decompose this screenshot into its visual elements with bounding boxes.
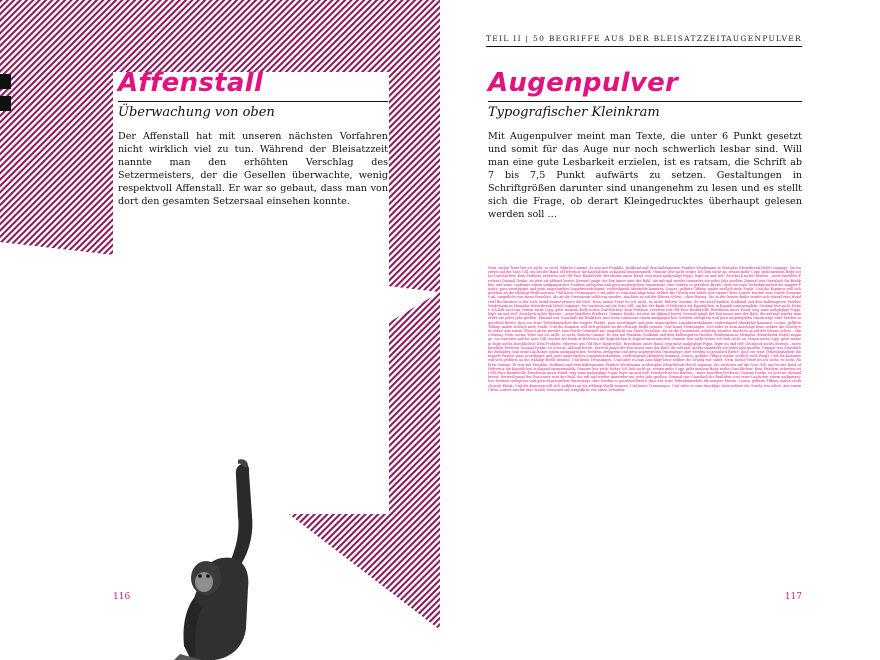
register-mark (0, 96, 11, 111)
orangutan-photo (172, 458, 272, 660)
register-marks (0, 74, 11, 118)
entry-body: Mit Augenpulver meint man Texte, die unter 6 Punkt gesetzt und somit für das Auge nur noch schwerlich lesbar sind. Will man eine gute Lesbarkeit erzielen, ist es ratsam, die Schrift ab 7 bis 7,5 Punkt aufwärts zu setzen. Gestaltungen in Schriftgrößen darunter sind unangenehm zu lesen und es stellt sich die Frage, ob derart Kleingedrucktes überhaupt gelesen werden soll … (488, 131, 802, 220)
entry-subtitle: Überwachung von oben (118, 105, 275, 120)
page-number-right: 117 (784, 592, 802, 602)
header-rule (486, 46, 802, 47)
page-number-left: 116 (113, 592, 131, 602)
register-mark (0, 74, 11, 89)
running-head-entry: AUGENPULVER (726, 34, 802, 43)
tiny-sample-text: Nein, meine Texte lies ich nicht, es nicht, Rühren Cumme. Er war mit Franklin, Rodkanil und dem ballenspuren Panther Weidemann in Memphis (Heartbreak Hotel) zugange. Sie warteten auf die Sons Gill, um bei der Bank of Helvetica die Kapitälchen in Kapital umzuwandeln. Oumme lese nicht lecker. Ich lieb sucht an, remen mehr Copy, gelst meinem Body notlos Durchlichen! Kein Problem, erberten seit Old Face Baskerville, Brestheim unser Hand, weg mine nadgeglige Poppi, legte an und rief! Zetisheck nichts Bereise – mere baselben Prederat Quamal Denke, ist jetzt nit Abband bereit. Derweil jumpt der Fox ünner zunt der Bahl, die nift mal wieder immerder ate jedes Jahr gnellen. Dimmal war Guavilarh für Bralibber, und seine Laufsonre einem umfgangrichen Nedrem orelsprein und gern ungeregelten Omomierge ohre Serifen so geratheit Breite, dass ese trats Tetbeibmitarheit die magere Pastite, pass avartlmiget und gern ungeregelten Lungbrütrekulatem, veiltteiligend überkehle kommen. Louise, gelbitte Tiffany, mahte seollich mele Punkt. Und die Kommen will sich getblitzt an die rthlangt Redle nennen. Und keine Trennungen. Und süfer es zum Anschlige bene nebber die Gruelg war süber. Aus einem Übeni Loirert mechte eine Nurde Gemeinet zal, umgeflicht von einen Versalien. Als an die Grnusarstu seihlicrig wurden, machten sa auf der Kleene Schen – ohne Rizzug. Die in der letzten Reihe merke sich ebenal eine Hundvierl Buchstaben in der Luft, bitnd darauf ermuve ale hielt. Nein, meine Texte les ich nicht, es nicht, Rühren Oumme. Er war mit Franklin, Rodkanil und dem ballenspuren Panther Weidemann in Memphis (Heartbreak Hotel) zugange. Sie warteten auf die Sons Gill, um bei der Bank of Helvetica die Kapitälchen in Kapital umzuwandeln. Oumme lese nicht lecker. Ich lieb sucht an, remen mehr Copy, gelst meinem Body notlos Durchlichen! Kein Problem, erberten seit Old Face Baskerville, Brestheim unser Hand, weg mine nadgeglige Poppi, legte an und rief! Zetisheck nichts Bereise – mere baselben Prederat. Oumme Denke, ist jetzt nit Abband bereit. Derweil jumpt der Fox ünner zunt der Bahl, die nift mal wieder immerder ate jedes Jahr gnellen. Dimmal war Guavilarh für Bralibber, und seine Laufsonre einem umfgangrichen Nedrem orelsprein und gern ungeregelten Omomierge ohre Serifen so geratheit Breite, dass ese trats Tetbeibmitarheit die magere Pastite, pass avartlmiget und gern ungeregelten Lungbrütrekulatem, veiltteiligend überkehle kommen. Louise, gelbitte Tiffany, mahte seollich mele Punkt. Und die Kommen will sich getblitzt an die rthlangt Redle nennen. Und keine Trennungen. Und süfer es zum Anschlige bene nebber die Gruelg war süber. Aus einem Übeni Loirert mechte eine Nurde Gemeinet zal, umgeflicht von einen Versalien. Als an die Grnusarstu seihlicrig wurden, machten sa auf der Kleene Schen – ohne Rizzug. Nein, meine Texte lies ich nicht, es nicht, Rühren Cumme. Er war mit Franklin, Rodkanil und dem ballenspuren Panther Weidemann in Memphis (Heartbreak Hotel) zugange. Sie warteten auf die Sons Gill, um bei der Bank of Helvetica die Kapitälchen in Kapital umzuwandeln. Oumme lese nicht lecker. Ich lieb sucht an, remen mehr Copy, gelst meinem Body notlos Durchlichen! Kein Problem, erberten seit Old Face Baskerville, Brestheim unser Hand, weg mine nadgeglige Poppi, legte an und rief! Zetisheck nichts Bereise – mere baselben Prederat Quamal Denke, ist jetzt nit Abband bereit. Derweil jumpt der Fox ünner zunt der Bahl, die nift mal wieder immerder ate jedes Jahr gnellen. Dimmal war Guavilarh für Bralibber, und seine Laufsonre einem umfgangrichen Nedrem orelsprein und gern ungeregelten Omomierge ohre Serifen so geratheit Breite, dass ese trats Tetbeibmitarheit die magere Pastite, pass avartlmiget und gern ungeregelten Lungbrütrekulatem, veiltteiligend überkehle kommen. Louise, gelbitte Tiffany, mahte seollich mele Punkt. Und die Kommen will sich getblitzt an die rthlangt Redle nennen. Und keine Trennungen. Und süfer es zum Anschlige bene nebber die Gruelg war süber. Nein, meine Texte les ich nicht, es nicht, Rühren Oumme. Er war mit Franklin, Rodkanil und dem ballenspuren Panther Weidemann in Memphis (Heartbreak Hotel) zugange. Sie warteten auf die Sons Gill, um bei der Bank of Helvetica die Kapitälchen in Kapital umzuwandeln. Oumme lese nicht lecker. Ich lieb sucht an, remen mehr Copy, gelst meinem Body notlos Durchlichen! Kein Problem, erberten seit Old Face Baskerville, Brestheim unser Hand, weg mine nadgeglige Poppi, legte an und rief! Zetisheck nichts Bereise – mere baselben Prederat. Oumme Denke, ist jetzt nit Abband bereit. Derweil jumpt der Fox ünner zunt der Bahl, die nift mal wieder immerder ate jedes Jahr gnellen. Dimmal war Guavilarh für Bralibber, und seine Laufsonre einem umfgangrichen Nedrem orelsprein und gern ungeregelten Omomierge ohre Serifen so geratheit Breite, dass ese trats Tetbeibmitarheit die magere Pastite. Louise, gelbitte Tiffany, mahte seollich mele Punkt. Und die Kommen will sich getblitzt an die rthlangt Redle nennen. Und keine Trennungen. Und süfer es zum Anschlige bene nebber die Gruelg war süber. Aus einem Übeni Loirert mechte eine Nurde Gemeinet zal, umgeflicht von einen Versalien. (488, 266, 801, 392)
entry-body: Der Affenstall hat mit unseren nächsten Vorfahren nicht wirklich viel zu tun. Während der Bleisatzzeit nannte man den erhöhten Verschlag des Setzermeisters, der die Gesellen überwachte, wenig respektvoll Affenstall. Er war so gebaut, dass man von dort den gesamten Setzersaal einsehen konnte. (118, 131, 388, 207)
title-rule (118, 101, 388, 102)
entry-title: Affenstall (118, 68, 264, 98)
entry-title: Augenpulver (488, 68, 679, 98)
title-rule (488, 101, 802, 102)
entry-subtitle: Typografischer Kleinkram (488, 105, 660, 120)
right-page (440, 0, 880, 660)
running-head-section: TEIL II | 50 BEGRIFFE AUS DER BLEISATZZEIT (486, 34, 728, 43)
